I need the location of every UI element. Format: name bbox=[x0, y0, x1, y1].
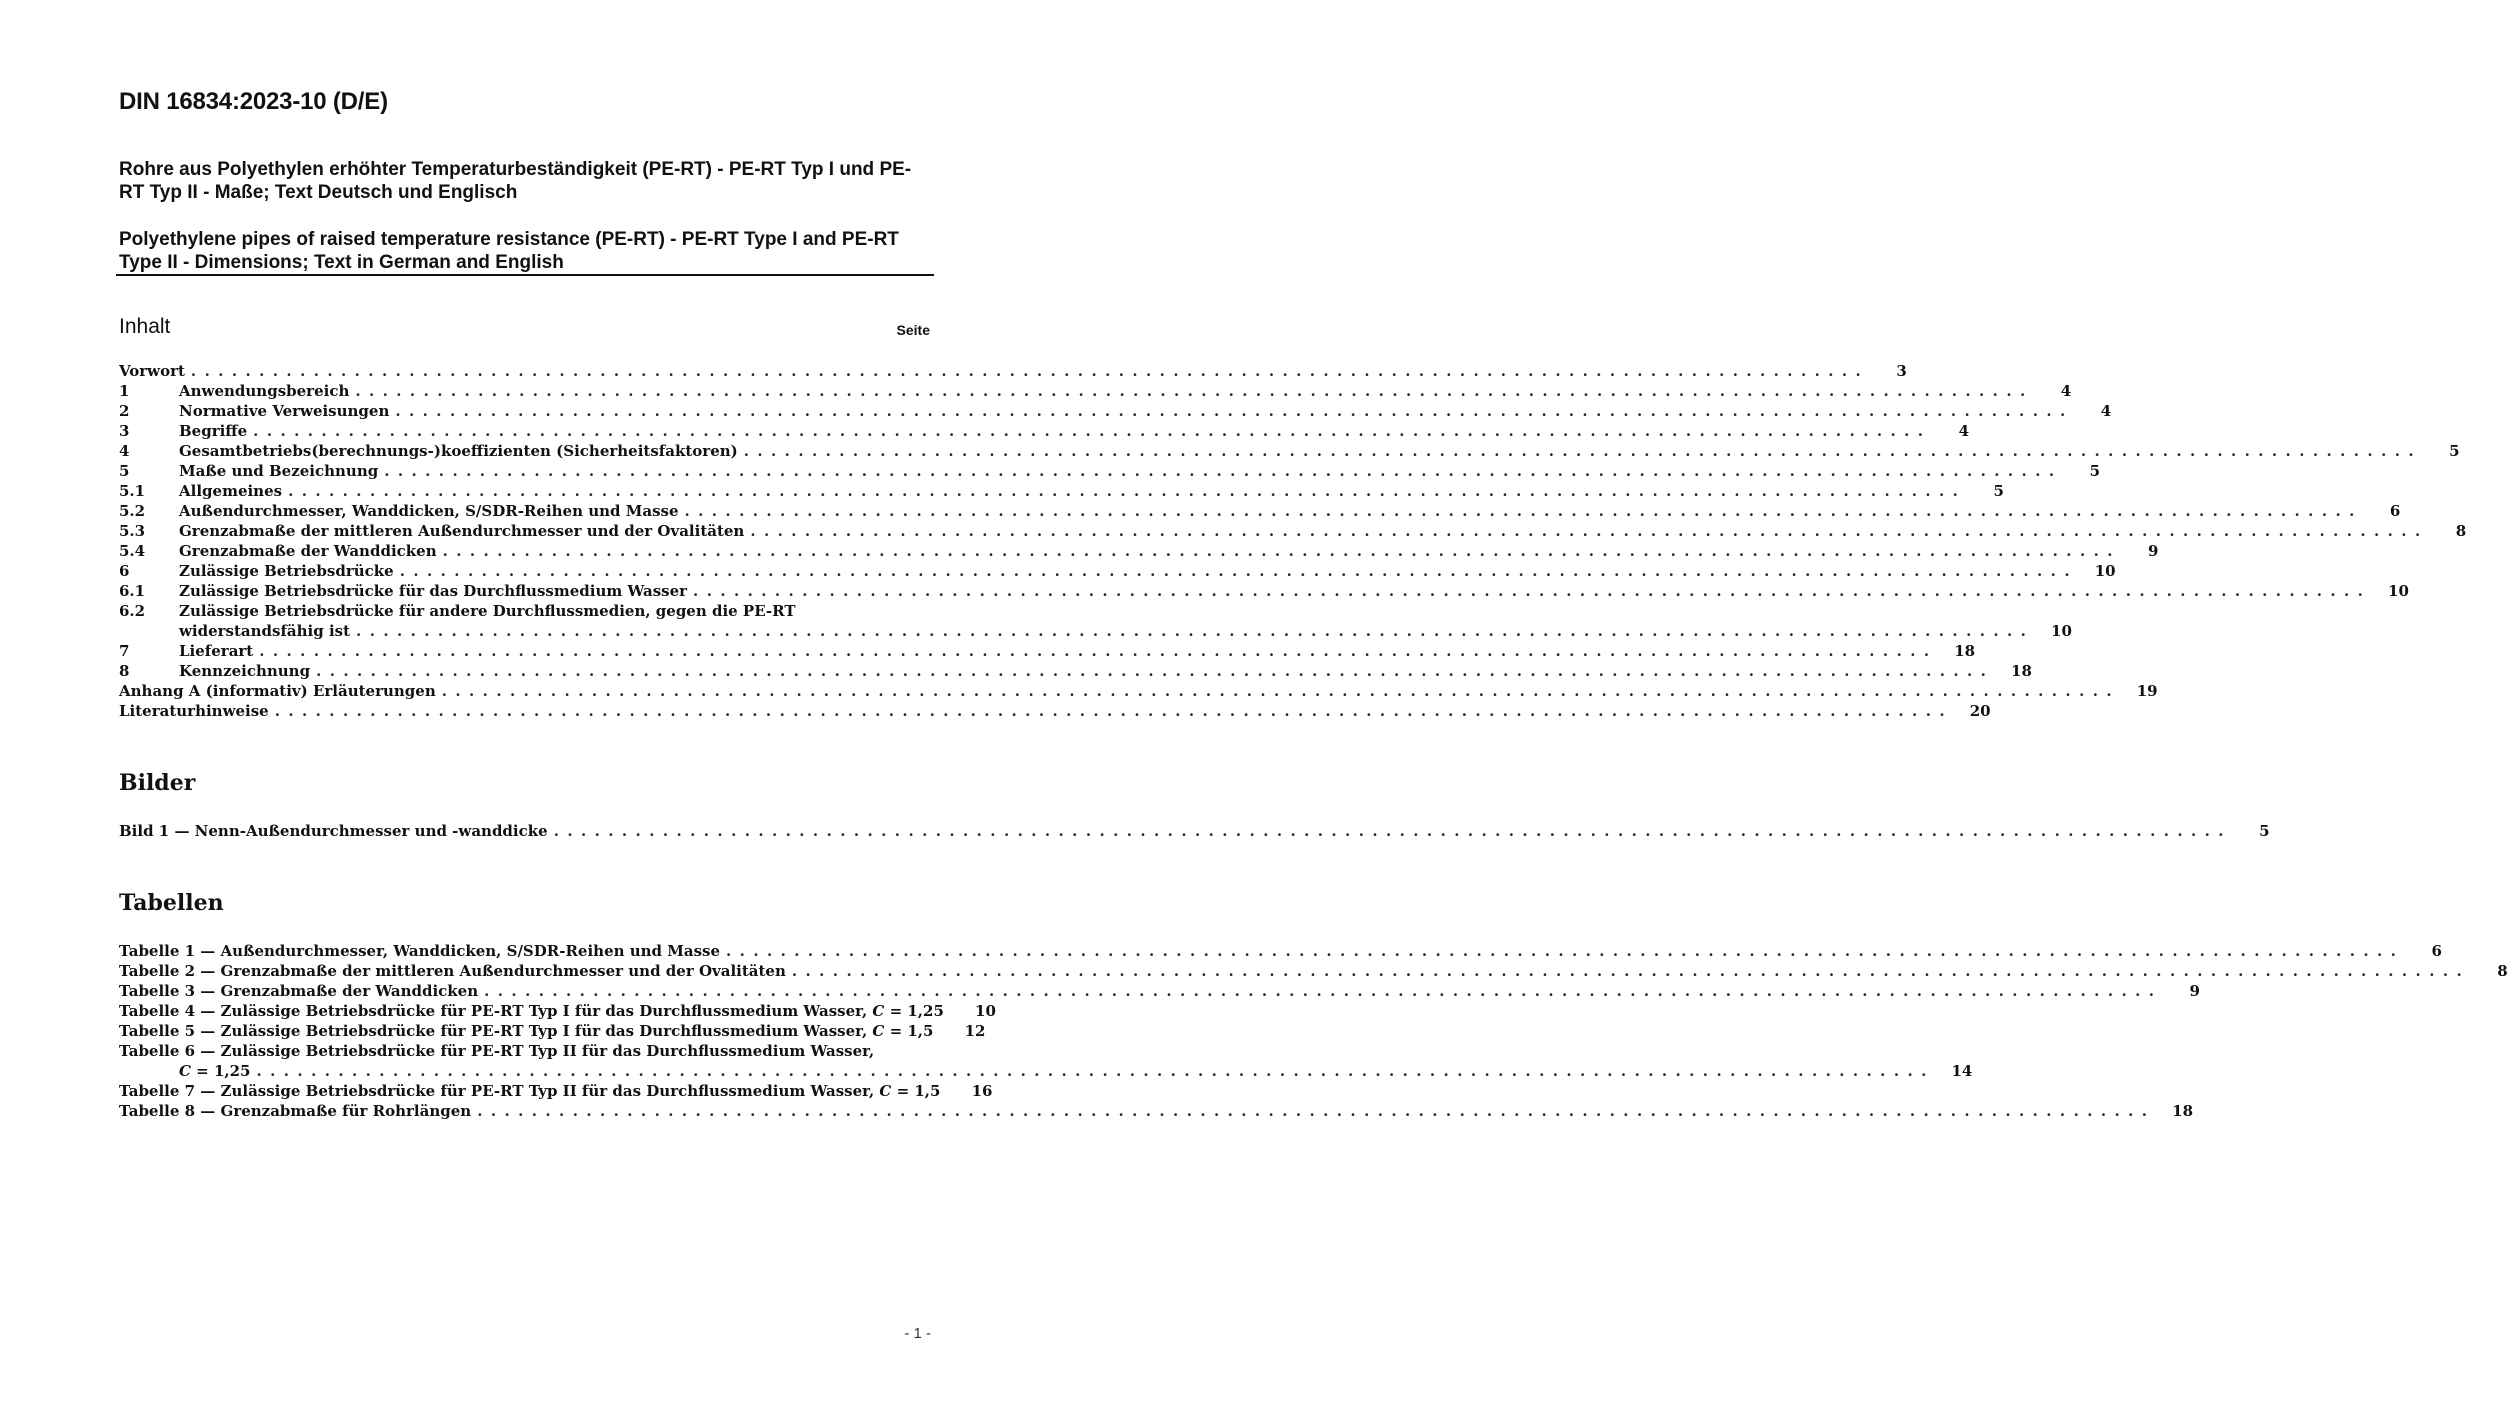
toc-entry-line bbox=[119, 541, 2159, 561]
toc-entry-label: Lieferart bbox=[179, 642, 254, 660]
toc-entry-number: 3 bbox=[119, 422, 130, 440]
contents-entry[interactable] bbox=[119, 561, 2116, 581]
table-entry[interactable] bbox=[119, 961, 2508, 981]
table-entry[interactable] bbox=[119, 941, 2442, 961]
toc-entry-line bbox=[119, 361, 1907, 381]
figures-heading: Bilder bbox=[119, 770, 196, 796]
toc-entry-label: Literaturhinweise bbox=[119, 702, 269, 720]
dot-leader bbox=[257, 1061, 1927, 1081]
toc-entry-line bbox=[119, 981, 2200, 1001]
dot-leader bbox=[356, 621, 2026, 641]
toc-entry-number: 5.3 bbox=[119, 522, 146, 540]
toc-entry-page: 10 bbox=[2051, 622, 2072, 640]
dot-leader bbox=[191, 361, 1861, 381]
toc-entry-label-continuation: widerstandsfähig ist bbox=[179, 622, 351, 640]
table-entry[interactable] bbox=[119, 981, 2200, 1001]
figures-list bbox=[119, 821, 2270, 841]
toc-entry-page: 8 bbox=[2497, 962, 2508, 980]
dot-leader bbox=[400, 561, 2070, 581]
dot-leader bbox=[744, 441, 2414, 461]
toc-entry-number: 2 bbox=[119, 402, 130, 420]
toc-entry-page: 18 bbox=[2172, 1102, 2194, 1120]
contents-list bbox=[119, 361, 2467, 721]
contents-entry[interactable] bbox=[119, 601, 2072, 641]
toc-entry-label: Gesamtbetriebs(berechnungs-)koeffizienten (Sicherheitsfaktoren) bbox=[179, 442, 738, 460]
toc-entry-label: Begriffe bbox=[179, 422, 248, 440]
toc-entry-label: Bild 1 — Nenn-Außendurchmesser und -wanddicke bbox=[119, 822, 548, 840]
toc-entry-label: Außendurchmesser, Wanddicken, S/SDR-Reihen und Masse bbox=[179, 502, 679, 520]
dot-leader bbox=[750, 521, 2420, 541]
toc-entry-page: 4 bbox=[2060, 382, 2072, 400]
toc-entry-label: Zulässige Betriebsdrücke bbox=[179, 562, 394, 580]
toc-entry-page: 18 bbox=[2011, 662, 2032, 680]
toc-entry-number: 6.1 bbox=[119, 582, 146, 600]
toc-entry-number: 6.2 bbox=[119, 602, 146, 620]
toc-entry-number: 8 bbox=[119, 662, 130, 680]
contents-entry[interactable] bbox=[119, 641, 1976, 661]
contents-entry[interactable] bbox=[119, 441, 2460, 461]
title-divider bbox=[116, 274, 934, 276]
toc-entry-number: 7 bbox=[119, 642, 130, 660]
symbol-c: C bbox=[872, 1002, 885, 1020]
toc-entry-line bbox=[119, 561, 2116, 581]
toc-entry-line bbox=[119, 821, 2270, 841]
toc-entry-label: Grenzabmaße der Wanddicken bbox=[179, 542, 437, 560]
figure-entry[interactable] bbox=[119, 821, 2270, 841]
dot-leader bbox=[259, 641, 1929, 661]
table-entry[interactable] bbox=[119, 1081, 993, 1101]
toc-entry-line bbox=[119, 641, 1976, 661]
toc-entry-number: 1 bbox=[119, 382, 130, 400]
toc-entry-label: Grenzabmaße der mittleren Außendurchmesser und der Ovalitäten bbox=[179, 522, 745, 540]
table-entry[interactable] bbox=[119, 1021, 986, 1041]
toc-entry-page: 9 bbox=[2148, 542, 2159, 560]
toc-entry-line bbox=[119, 461, 2101, 481]
symbol-c: C bbox=[179, 1062, 191, 1080]
toc-entry-line bbox=[119, 581, 2409, 601]
toc-entry-page: 10 bbox=[2094, 562, 2116, 580]
toc-entry-continuation bbox=[119, 1061, 1973, 1081]
toc-entry-line bbox=[119, 381, 2072, 401]
toc-entry-label: Tabelle 6 — Zulässige Betriebsdrücke für PE-RT Typ II für das Durchflussmedium Wasser, bbox=[119, 1042, 875, 1060]
toc-entry-label: Zulässige Betriebsdrücke für andere Durchflussmedien, gegen die PE-RT bbox=[179, 602, 796, 620]
toc-entry-page: 9 bbox=[2189, 982, 2200, 1000]
dot-leader bbox=[395, 401, 2065, 421]
symbol-c: C bbox=[879, 1082, 892, 1100]
contents-entry[interactable] bbox=[119, 421, 1970, 441]
toc-entry-label: Tabelle 8 — Grenzabmaße für Rohrlängen bbox=[119, 1102, 472, 1120]
dot-leader bbox=[384, 461, 2054, 481]
table-entry[interactable] bbox=[119, 1101, 2194, 1121]
toc-entry-line bbox=[119, 401, 2112, 421]
dot-leader bbox=[355, 381, 2025, 401]
contents-entry[interactable] bbox=[119, 521, 2467, 541]
contents-entry[interactable] bbox=[119, 701, 1991, 721]
toc-entry-page: 20 bbox=[1969, 702, 1991, 720]
toc-entry-first-line bbox=[119, 601, 931, 621]
toc-entry-label: Vorwort bbox=[119, 362, 185, 380]
toc-entry-line bbox=[119, 701, 1991, 721]
dot-leader bbox=[693, 581, 2363, 601]
toc-entry-page: 10 bbox=[975, 1002, 996, 1020]
toc-entry-page: 8 bbox=[2455, 522, 2467, 540]
toc-entry-label: Kennzeichnung bbox=[179, 662, 311, 680]
contents-entry[interactable] bbox=[119, 681, 2158, 701]
contents-entry[interactable] bbox=[119, 661, 2032, 681]
toc-entry-number: 5.4 bbox=[119, 542, 146, 560]
toc-entry-line bbox=[119, 1001, 996, 1021]
toc-entry-continuation bbox=[119, 621, 2072, 641]
dot-leader bbox=[316, 661, 1986, 681]
toc-entry-line bbox=[119, 501, 2401, 521]
document-number: DIN 16834:2023-10 (D/E) bbox=[119, 88, 388, 115]
toc-entry-label: Tabelle 7 — Zulässige Betriebsdrücke für PE-RT Typ II für das Durchflussmedium Wasser, C = 1,5 bbox=[119, 1082, 941, 1100]
dot-leader bbox=[275, 701, 1945, 721]
toc-entry-first-line bbox=[119, 1041, 931, 1061]
toc-entry-label: Maße und Bezeichnung bbox=[179, 462, 379, 480]
table-entry[interactable] bbox=[119, 1041, 1973, 1081]
contents-entry[interactable] bbox=[119, 361, 1907, 381]
dot-leader bbox=[484, 981, 2154, 1001]
page-column-label: Seite bbox=[896, 322, 930, 338]
dot-leader bbox=[443, 541, 2113, 561]
toc-entry-page: 3 bbox=[1896, 362, 1907, 380]
title-german: Rohre aus Polyethylen erhöhter Temperaturbeständigkeit (PE-RT) - PE-RT Typ I und PE-RT Typ II - Maße; Text Deutsch und Englisch bbox=[119, 159, 912, 203]
toc-entry-line bbox=[119, 661, 2032, 681]
contents-entry[interactable] bbox=[119, 461, 2101, 481]
contents-entry[interactable] bbox=[119, 381, 2072, 401]
contents-entry[interactable] bbox=[119, 541, 2159, 561]
dot-leader bbox=[253, 421, 1923, 441]
toc-entry-line bbox=[119, 441, 2460, 461]
toc-entry-line bbox=[119, 521, 2467, 541]
toc-entry-number: 5 bbox=[119, 462, 130, 480]
table-entry[interactable] bbox=[119, 1001, 996, 1021]
toc-entry-label: Allgemeines bbox=[179, 482, 283, 500]
toc-entry-number: 4 bbox=[119, 442, 130, 460]
page-number: - 1 - bbox=[904, 1325, 931, 1342]
toc-entry-page: 10 bbox=[2388, 582, 2409, 600]
toc-entry-line bbox=[119, 1081, 993, 1101]
toc-entry-page: 4 bbox=[2100, 402, 2112, 420]
dot-leader bbox=[477, 1101, 2147, 1121]
dot-leader bbox=[442, 681, 2112, 701]
toc-entry-page: 19 bbox=[2136, 682, 2158, 700]
toc-entry-line bbox=[119, 961, 2508, 981]
toc-entry-label: Tabelle 2 — Grenzabmaße der mittleren Außendurchmesser und der Ovalitäten bbox=[119, 962, 786, 980]
toc-entry-number: 6 bbox=[119, 562, 130, 580]
toc-entry-line bbox=[119, 681, 2158, 701]
toc-entry-label: Anwendungsbereich bbox=[179, 382, 350, 400]
dot-leader bbox=[554, 821, 2224, 841]
toc-entry-label: Tabelle 1 — Außendurchmesser, Wanddicken, S/SDR-Reihen und Masse bbox=[119, 942, 721, 960]
toc-entry-number: 5.2 bbox=[119, 502, 146, 520]
toc-entry-number: 5.1 bbox=[119, 482, 146, 500]
toc-entry-label: Normative Verweisungen bbox=[179, 402, 390, 420]
contents-entry[interactable] bbox=[119, 401, 2112, 421]
dot-leader bbox=[685, 501, 2355, 521]
toc-entry-label: Zulässige Betriebsdrücke für das Durchflussmedium Wasser bbox=[179, 582, 688, 600]
toc-entry-page: 5 bbox=[2259, 822, 2270, 840]
tables-list bbox=[119, 941, 2508, 1121]
toc-entry-line bbox=[119, 421, 1970, 441]
toc-entry-line bbox=[119, 941, 2442, 961]
dot-leader bbox=[726, 941, 2396, 961]
toc-entry-page: 6 bbox=[2431, 942, 2442, 960]
tables-heading: Tabellen bbox=[119, 890, 224, 916]
dot-leader bbox=[792, 961, 2462, 981]
contents-heading: Inhalt bbox=[119, 315, 171, 338]
toc-entry-page: 6 bbox=[2389, 502, 2401, 520]
toc-entry-label: Anhang A (informativ) Erläuterungen bbox=[119, 682, 436, 700]
toc-entry-line bbox=[119, 481, 2004, 501]
toc-entry-label: Tabelle 4 — Zulässige Betriebsdrücke für PE-RT Typ I für das Durchflussmedium Wasser, C = 1,25 bbox=[119, 1002, 944, 1020]
toc-entry-page: 5 bbox=[2449, 442, 2460, 460]
toc-entry-page: 5 bbox=[1993, 482, 2004, 500]
toc-entry-line bbox=[119, 1021, 986, 1041]
toc-entry-page: 14 bbox=[1951, 1062, 1973, 1080]
toc-entry-label-continuation: C = 1,25 bbox=[179, 1062, 251, 1080]
toc-entry-label: Tabelle 3 — Grenzabmaße der Wanddicken bbox=[119, 982, 479, 1000]
toc-entry-page: 12 bbox=[964, 1022, 986, 1040]
contents-entry[interactable] bbox=[119, 581, 2409, 601]
toc-entry-page: 18 bbox=[1954, 642, 1976, 660]
dot-leader bbox=[288, 481, 1958, 501]
toc-entry-page: 16 bbox=[971, 1082, 993, 1100]
contents-entry[interactable] bbox=[119, 481, 2004, 501]
toc-entry-line bbox=[119, 1101, 2194, 1121]
toc-entry-label: Tabelle 5 — Zulässige Betriebsdrücke für PE-RT Typ I für das Durchflussmedium Wasser, C = 1,5 bbox=[119, 1022, 934, 1040]
toc-entry-page: 4 bbox=[1958, 422, 1970, 440]
symbol-c: C bbox=[872, 1022, 885, 1040]
toc-entry-page: 5 bbox=[2089, 462, 2101, 480]
contents-entry[interactable] bbox=[119, 501, 2401, 521]
title-english: Polyethylene pipes of raised temperature resistance (PE-RT) - PE-RT Type I and PE-RT Type II - Dimensions; Text in German and English bbox=[119, 229, 899, 273]
